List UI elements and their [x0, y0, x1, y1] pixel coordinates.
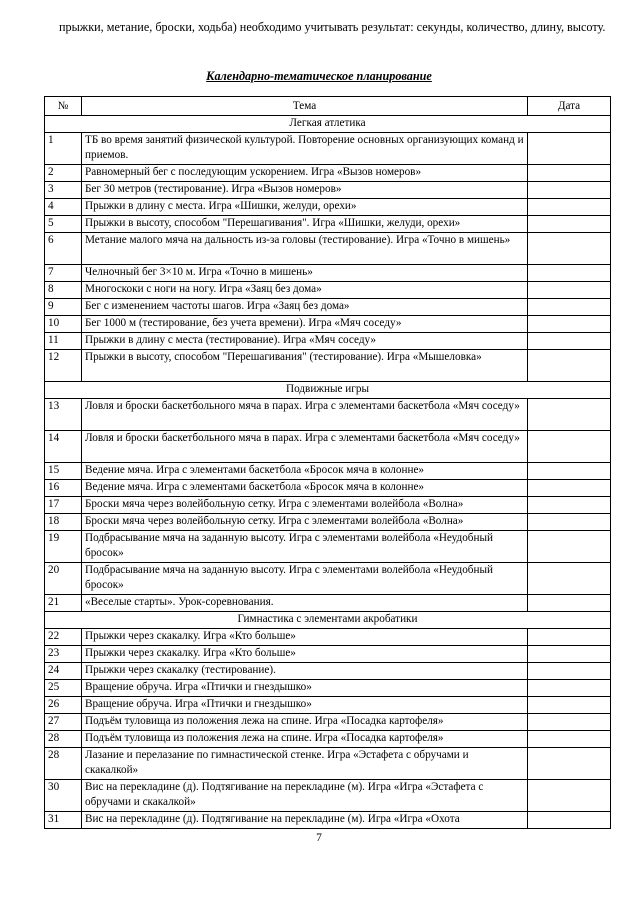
lesson-number: 13: [45, 399, 82, 431]
table-row: [45, 316, 611, 333]
table-row: [45, 199, 611, 216]
lesson-topic: Равномерный бег с последующим ускорением. Игра «Вызов номеров»: [82, 165, 528, 182]
table-row: [45, 265, 611, 282]
lesson-date: [528, 480, 611, 497]
lesson-number: 18: [45, 514, 82, 531]
lesson-topic: Ведение мяча. Игра с элементами баскетбола «Бросок мяча в колонне»: [82, 463, 528, 480]
lesson-topic: Многоскоки с ноги на ногу. Игра «Заяц без дома»: [82, 282, 528, 299]
lesson-topic: Подъём туловища из положения лежа на спине. Игра «Посадка картофеля»: [82, 714, 528, 731]
lesson-date: [528, 595, 611, 612]
lesson-number: 11: [45, 333, 82, 350]
table-row: [45, 748, 611, 780]
lesson-date: [528, 399, 611, 431]
lesson-topic: Вис на перекладине (д). Подтягивание на перекладине (м). Игра «Игра «Эстафета с обручами и скакалкой»: [82, 780, 528, 812]
lesson-topic: Прыжки через скакалку. Игра «Кто больше»: [82, 646, 528, 663]
table-row: [45, 731, 611, 748]
lesson-number: 31: [45, 812, 82, 829]
lesson-topic: Броски мяча через волейбольную сетку. Игра с элементами волейбола «Волна»: [82, 514, 528, 531]
lesson-number: 17: [45, 497, 82, 514]
lesson-date: [528, 165, 611, 182]
table-row: [45, 333, 611, 350]
section-title: Легкая атлетика: [45, 116, 611, 133]
table-row: [45, 480, 611, 497]
table-row: [45, 514, 611, 531]
lesson-date: [528, 316, 611, 333]
lesson-topic: Прыжки в длину с места (тестирование). Игра «Мяч соседу»: [82, 333, 528, 350]
lesson-topic: Прыжки в высоту, способом "Перешагивания" (тестирование). Игра «Мышеловка»: [82, 350, 528, 382]
lesson-topic: «Веселые старты». Урок-соревнования.: [82, 595, 528, 612]
lesson-number: 25: [45, 680, 82, 697]
table-row: [45, 629, 611, 646]
lesson-number: 5: [45, 216, 82, 233]
header-topic: Тема: [82, 97, 528, 116]
table-row: [45, 282, 611, 299]
lesson-date: [528, 646, 611, 663]
intro-paragraph: прыжки, метание, броски, ходьба) необходимо учитывать результат: секунды, количество, длину, высоту.: [59, 20, 606, 34]
lesson-date: [528, 514, 611, 531]
lesson-date: [528, 233, 611, 265]
table-row: [45, 697, 611, 714]
lesson-topic: Бег 30 метров (тестирование). Игра «Вызов номеров»: [82, 182, 528, 199]
lesson-date: [528, 350, 611, 382]
lesson-date: [528, 680, 611, 697]
section-title: Подвижные игры: [45, 382, 611, 399]
table-row: [45, 563, 611, 595]
lesson-date: [528, 714, 611, 731]
lesson-number: 7: [45, 265, 82, 282]
lesson-topic: Ловля и броски баскетбольного мяча в парах. Игра с элементами баскетбола «Мяч соседу»: [82, 431, 528, 463]
lesson-number: 4: [45, 199, 82, 216]
lesson-date: [528, 299, 611, 316]
lesson-date: [528, 563, 611, 595]
lesson-date: [528, 531, 611, 563]
lesson-date: [528, 133, 611, 165]
lesson-number: 23: [45, 646, 82, 663]
table-row: [45, 714, 611, 731]
table-row: [45, 497, 611, 514]
table-row: [45, 595, 611, 612]
lesson-topic: Подбрасывание мяча на заданную высоту. Игра с элементами волейбола «Неудобный бросок»: [82, 563, 528, 595]
lesson-number: 28: [45, 748, 82, 780]
lesson-topic: Ловля и броски баскетбольного мяча в парах. Игра с элементами баскетбола «Мяч соседу»: [82, 399, 528, 431]
lesson-number: 2: [45, 165, 82, 182]
lesson-date: [528, 663, 611, 680]
section-row: [45, 382, 611, 399]
lesson-topic: Вис на перекладине (д). Подтягивание на перекладине (м). Игра «Игра «Охота: [82, 812, 528, 829]
lesson-topic: Прыжки в высоту, способом "Перешагивания". Игра «Шишки, желуди, орехи»: [82, 216, 528, 233]
lesson-date: [528, 282, 611, 299]
lesson-date: [528, 463, 611, 480]
table-row: [45, 299, 611, 316]
lesson-topic: Прыжки в длину с места. Игра «Шишки, желуди, орехи»: [82, 199, 528, 216]
lesson-date: [528, 265, 611, 282]
table-row: [45, 780, 611, 812]
lesson-number: 27: [45, 714, 82, 731]
section-heading: [0, 67, 638, 85]
lesson-topic: Челночный бег 3×10 м. Игра «Точно в мишень»: [82, 265, 528, 282]
lesson-date: [528, 333, 611, 350]
table-row: [45, 431, 611, 463]
lesson-number: 10: [45, 316, 82, 333]
lesson-number: 24: [45, 663, 82, 680]
lesson-number: 16: [45, 480, 82, 497]
lesson-topic: Подъём туловища из положения лежа на спине. Игра «Посадка картофеля»: [82, 731, 528, 748]
lesson-topic: Ведение мяча. Игра с элементами баскетбола «Бросок мяча в колонне»: [82, 480, 528, 497]
lesson-topic: Метание малого мяча на дальность из-за головы (тестирование). Игра «Точно в мишень»: [82, 233, 528, 265]
table-row: [45, 165, 611, 182]
section-row: [45, 116, 611, 133]
lesson-number: 22: [45, 629, 82, 646]
table-row: [45, 663, 611, 680]
lesson-date: [528, 629, 611, 646]
lesson-topic: Прыжки через скакалку (тестирование).: [82, 663, 528, 680]
table-row: [45, 233, 611, 265]
lesson-number: 8: [45, 282, 82, 299]
lesson-topic: Бег с изменением частоты шагов. Игра «Заяц без дома»: [82, 299, 528, 316]
lesson-number: 21: [45, 595, 82, 612]
lesson-number: 26: [45, 697, 82, 714]
table-row: [45, 646, 611, 663]
lesson-topic: Вращение обруча. Игра «Птички и гнездышко»: [82, 680, 528, 697]
lesson-number: 9: [45, 299, 82, 316]
lesson-number: 28: [45, 731, 82, 748]
schedule-table: [44, 96, 611, 829]
table-row: [45, 531, 611, 563]
table-row: [45, 350, 611, 382]
lesson-topic: Подбрасывание мяча на заданную высоту. Игра с элементами волейбола «Неудобный бросок»: [82, 531, 528, 563]
lesson-date: [528, 216, 611, 233]
lesson-number: 19: [45, 531, 82, 563]
lesson-topic: Броски мяча через волейбольную сетку. Игра с элементами волейбола «Волна»: [82, 497, 528, 514]
table-row: [45, 182, 611, 199]
lesson-number: 15: [45, 463, 82, 480]
lesson-date: [528, 812, 611, 829]
lesson-number: 1: [45, 133, 82, 165]
lesson-topic: Бег 1000 м (тестирование, без учета времени). Игра «Мяч соседу»: [82, 316, 528, 333]
table-row: [45, 463, 611, 480]
lesson-topic: Вращение обруча. Игра «Птички и гнездышко»: [82, 697, 528, 714]
lesson-date: [528, 697, 611, 714]
lesson-date: [528, 731, 611, 748]
header-date: Дата: [528, 97, 611, 116]
lesson-date: [528, 431, 611, 463]
page-number: 7: [316, 832, 322, 844]
lesson-topic: Прыжки через скакалку. Игра «Кто больше»: [82, 629, 528, 646]
lesson-number: 30: [45, 780, 82, 812]
lesson-number: 3: [45, 182, 82, 199]
section-row: [45, 612, 611, 629]
table-row: [45, 133, 611, 165]
heading-text: Календарно-тематическое планирование: [206, 69, 432, 83]
lesson-topic: ТБ во время занятий физической культурой. Повторение основных организующих команд и приемов.: [82, 133, 528, 165]
lesson-date: [528, 182, 611, 199]
table-row: [45, 399, 611, 431]
lesson-number: 12: [45, 350, 82, 382]
table-header-row: [45, 97, 611, 116]
table-row: [45, 812, 611, 829]
section-title: Гимнастика с элементами акробатики: [45, 612, 611, 629]
lesson-date: [528, 780, 611, 812]
lesson-date: [528, 748, 611, 780]
lesson-date: [528, 199, 611, 216]
table-row: [45, 216, 611, 233]
table-row: [45, 680, 611, 697]
lesson-number: 6: [45, 233, 82, 265]
lesson-date: [528, 497, 611, 514]
header-number: №: [45, 97, 82, 116]
lesson-topic: Лазание и перелазание по гимнастической стенке. Игра «Эстафета с обручами и скакалкой»: [82, 748, 528, 780]
table-body: [45, 116, 611, 829]
lesson-number: 14: [45, 431, 82, 463]
lesson-number: 20: [45, 563, 82, 595]
